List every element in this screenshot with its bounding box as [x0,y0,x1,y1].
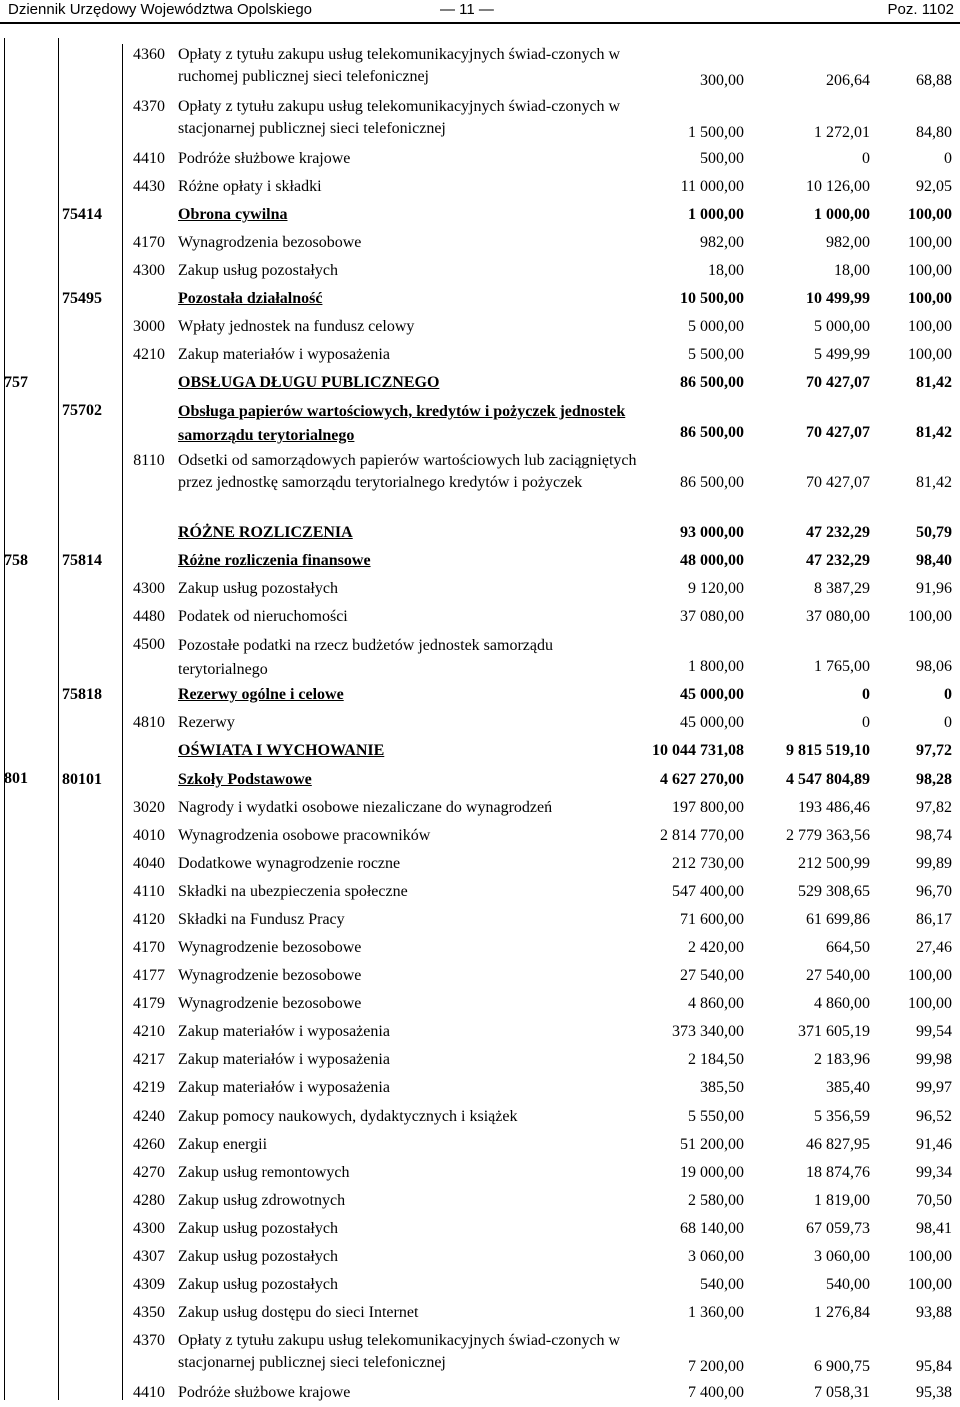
executed-value: 8 387,29 [814,580,870,597]
paragraph-code: 4240 [133,1108,165,1125]
paragraph-code: 4120 [133,911,165,928]
item-name: Obrona cywilna [178,206,288,223]
percent-value: 0 [944,150,952,167]
item-name: RÓŻNE ROZLICZENIA [178,524,353,541]
plan-value: 71 600,00 [680,911,744,928]
plan-value: 86 500,00 [680,424,744,441]
executed-value: 371 605,19 [798,1023,870,1040]
executed-value: 212 500,99 [798,855,870,872]
percent-value: 81,42 [916,424,952,441]
paragraph-code: 8110 [133,452,165,469]
plan-value: 86 500,00 [680,474,744,491]
page-number: — 11 — [440,1,494,18]
percent-value: 0 [944,714,952,731]
item-name: Rezerwy ogólne i celowe [178,686,344,703]
item-name: Składki na Fundusz Pracy [178,911,345,928]
plan-value: 68 140,00 [680,1220,744,1237]
plan-value: 7 200,00 [688,1358,744,1375]
item-name: Wynagrodzenie bezosobowe [178,939,362,956]
plan-value: 51 200,00 [680,1136,744,1153]
executed-value: 1 819,00 [814,1192,870,1209]
plan-value: 5 550,00 [688,1108,744,1125]
plan-value: 19 000,00 [680,1164,744,1181]
percent-value: 99,89 [916,855,952,872]
executed-value: 61 699,86 [806,911,870,928]
item-name: Zakup usług pozostałych [178,1220,338,1237]
executed-value: 529 308,65 [798,883,870,900]
paragraph-code: 4480 [133,608,165,625]
percent-value: 97,72 [916,742,952,759]
executed-value: 0 [862,686,870,703]
executed-value: 2 183,96 [814,1051,870,1068]
percent-value: 93,88 [916,1304,952,1321]
paragraph-code: 4500 [133,636,165,653]
percent-value: 91,46 [916,1136,952,1153]
item-name: Wynagrodzenia bezosobowe [178,234,362,251]
item-name: Dodatkowe wynagrodzenie roczne [178,855,401,872]
paragraph-code: 4210 [133,346,165,363]
paragraph-code: 4300 [133,1220,165,1237]
percent-value: 98,41 [916,1220,952,1237]
journal-title: Dziennik Urzędowy Województwa Opolskiego [8,1,313,18]
item-name: Opłaty z tytułu zakupu usług telekomunikacyjnych świad-czonych w stacjonarnej publicznej sieci telefonicznej [178,98,621,137]
rozdzial-code: 80101 [62,771,102,788]
paragraph-code: 4270 [133,1164,165,1181]
percent-value: 95,38 [916,1384,952,1401]
paragraph-code: 4300 [133,262,165,279]
plan-value: 48 000,00 [680,552,744,569]
rozdzial-code: 75495 [62,290,102,307]
plan-value: 982,00 [700,234,744,251]
executed-value: 70 427,07 [806,424,870,441]
plan-value: 3 060,00 [688,1248,744,1265]
paragraph-code: 4210 [133,1023,165,1040]
plan-value: 37 080,00 [680,608,744,625]
percent-value: 100,00 [908,608,952,625]
plan-value: 4 860,00 [688,995,744,1012]
rozdzial-code: 75814 [62,552,102,569]
paragraph-code: 4260 [133,1136,165,1153]
item-name: Odsetki od samorządowych papierów wartościowych lub zaciągniętych przez jednostkę samorządu terytorialnego kredytów i pożyczek [178,452,637,491]
item-name: Obsługa papierów wartościowych, kredytów i pożyczek jednostek samorządu terytorialnego [178,403,626,444]
executed-value: 982,00 [826,234,870,251]
rozdzial-code: 75818 [62,686,102,703]
percent-value: 99,34 [916,1164,952,1181]
executed-value: 1 765,00 [814,658,870,675]
item-name: Zakup usług dostępu do sieci Internet [178,1304,419,1321]
item-name: Szkoły Podstawowe [178,771,312,788]
percent-value: 99,54 [916,1023,952,1040]
plan-value: 500,00 [700,150,744,167]
executed-value: 47 232,29 [806,524,870,541]
item-name: Zakup usług remontowych [178,1164,350,1181]
executed-value: 1 276,84 [814,1304,870,1321]
item-name: Rezerwy [178,714,235,731]
paragraph-code: 4309 [133,1276,165,1293]
paragraph-code: 4307 [133,1248,165,1265]
item-name: Wpłaty jednostek na fundusz celowy [178,318,415,335]
paragraph-code: 4410 [133,1384,165,1401]
plan-value: 2 420,00 [688,939,744,956]
paragraph-code: 3020 [133,799,165,816]
executed-value: 5 000,00 [814,318,870,335]
paragraph-code: 4217 [133,1051,165,1068]
percent-value: 97,82 [916,799,952,816]
percent-value: 100,00 [908,346,952,363]
plan-value: 197 800,00 [672,799,744,816]
plan-value: 7 400,00 [688,1384,744,1401]
percent-value: 81,42 [916,374,952,391]
executed-value: 4 547 804,89 [786,771,870,788]
executed-value: 18,00 [834,262,870,279]
executed-value: 664,50 [826,939,870,956]
percent-value: 100,00 [908,1248,952,1265]
percent-value: 98,40 [916,552,952,569]
paragraph-code: 4370 [133,98,165,115]
plan-value: 11 000,00 [680,178,744,195]
item-name: Podatek od nieruchomości [178,608,348,625]
paragraph-code: 4430 [133,178,165,195]
item-name: OŚWIATA I WYCHOWANIE [178,742,385,759]
plan-value: 5 000,00 [688,318,744,335]
executed-value: 10 126,00 [806,178,870,195]
rozdzial-code: 75702 [62,402,102,419]
percent-value: 95,84 [916,1358,952,1375]
paragraph-code: 4810 [133,714,165,731]
percent-value: 100,00 [908,1276,952,1293]
percent-value: 100,00 [908,234,952,251]
plan-value: 2 580,00 [688,1192,744,1209]
item-name: Opłaty z tytułu zakupu usług telekomunikacyjnych świad-czonych w stacjonarnej publicznej sieci telefonicznej [178,1332,621,1371]
item-name: Zakup energii [178,1136,268,1153]
executed-value: 4 860,00 [814,995,870,1012]
plan-value: 10 500,00 [680,290,744,307]
item-name: Wynagrodzenia osobowe pracowników [178,827,431,844]
plan-value: 540,00 [700,1276,744,1293]
plan-value: 4 627 270,00 [660,771,744,788]
plan-value: 373 340,00 [672,1023,744,1040]
plan-value: 10 044 731,08 [652,742,744,759]
plan-value: 27 540,00 [680,967,744,984]
executed-value: 385,40 [826,1079,870,1096]
plan-value: 212 730,00 [672,855,744,872]
paragraph-code: 4170 [133,234,165,251]
executed-value: 47 232,29 [806,552,870,569]
dzial-code: 758 [4,552,28,569]
column-divider [58,38,59,1400]
percent-value: 50,79 [916,524,952,541]
executed-value: 9 815 519,10 [786,742,870,759]
executed-value: 6 900,75 [814,1358,870,1375]
plan-value: 385,50 [700,1079,744,1096]
item-name: Zakup usług pozostałych [178,262,338,279]
executed-value: 46 827,95 [806,1136,870,1153]
plan-value: 1 000,00 [688,206,744,223]
executed-value: 1 272,01 [814,124,870,141]
plan-value: 9 120,00 [688,580,744,597]
percent-value: 100,00 [908,262,952,279]
percent-value: 99,98 [916,1051,952,1068]
item-name: Wynagrodzenie bezosobowe [178,967,362,984]
percent-value: 100,00 [908,967,952,984]
paragraph-code: 4179 [133,995,165,1012]
item-name: OBSŁUGA DŁUGU PUBLICZNEGO [178,374,440,391]
executed-value: 540,00 [826,1276,870,1293]
item-name: Opłaty z tytułu zakupu usług telekomunikacyjnych świad-czonych w ruchomej publicznej sieci telefonicznej [178,46,621,85]
item-name: Zakup materiałów i wyposażenia [178,346,390,363]
executed-value: 193 486,46 [798,799,870,816]
percent-value: 98,28 [916,771,952,788]
executed-value: 37 080,00 [806,608,870,625]
executed-value: 18 874,76 [806,1164,870,1181]
percent-value: 84,80 [916,124,952,141]
executed-value: 5 499,99 [814,346,870,363]
item-name: Składki na ubezpieczenia społeczne [178,883,408,900]
column-divider [4,38,5,1400]
percent-value: 100,00 [908,995,952,1012]
percent-value: 96,70 [916,883,952,900]
paragraph-code: 4010 [133,827,165,844]
paragraph-code: 4110 [133,883,165,900]
executed-value: 1 000,00 [814,206,870,223]
paragraph-code: 4360 [133,46,165,63]
paragraph-code: 4350 [133,1304,165,1321]
percent-value: 70,50 [916,1192,952,1209]
item-name: Różne rozliczenia finansowe [178,552,371,569]
plan-value: 86 500,00 [680,374,744,391]
executed-value: 3 060,00 [814,1248,870,1265]
paragraph-code: 4040 [133,855,165,872]
item-name: Zakup materiałów i wyposażenia [178,1079,390,1096]
executed-value: 5 356,59 [814,1108,870,1125]
percent-value: 100,00 [908,290,952,307]
item-name: Zakup usług pozostałych [178,580,338,597]
percent-value: 91,96 [916,580,952,597]
executed-value: 67 059,73 [806,1220,870,1237]
position-number: Poz. 1102 [887,1,954,18]
executed-value: 7 058,31 [814,1384,870,1401]
paragraph-code: 4280 [133,1192,165,1209]
item-name: Pozostałe podatki na rzecz budżetów jednostek samorządu terytorialnego [178,637,553,678]
executed-value: 10 499,99 [806,290,870,307]
rozdzial-code: 75414 [62,206,102,223]
plan-value: 93 000,00 [680,524,744,541]
item-name: Zakup materiałów i wyposażenia [178,1023,390,1040]
percent-value: 92,05 [916,178,952,195]
percent-value: 100,00 [908,206,952,223]
executed-value: 70 427,07 [806,374,870,391]
percent-value: 96,52 [916,1108,952,1125]
paragraph-code: 4177 [133,967,165,984]
percent-value: 0 [944,686,952,703]
percent-value: 98,06 [916,658,952,675]
percent-value: 86,17 [916,911,952,928]
plan-value: 45 000,00 [680,714,744,731]
executed-value: 70 427,07 [806,474,870,491]
item-name: Podróże służbowe krajowe [178,1384,351,1401]
column-divider [122,44,123,1400]
paragraph-code: 4370 [133,1332,165,1349]
executed-value: 27 540,00 [806,967,870,984]
paragraph-code: 4300 [133,580,165,597]
percent-value: 98,74 [916,827,952,844]
executed-value: 0 [862,714,870,731]
item-name: Zakup usług pozostałych [178,1276,338,1293]
executed-value: 2 779 363,56 [786,827,870,844]
percent-value: 68,88 [916,72,952,89]
item-name: Zakup pomocy naukowych, dydaktycznych i książek [178,1108,518,1125]
item-name: Nagrody i wydatki osobowe niezaliczane do wynagrodzeń [178,799,553,816]
page-header [0,0,960,24]
item-name: Wynagrodzenie bezosobowe [178,995,362,1012]
item-name: Podróże służbowe krajowe [178,150,351,167]
plan-value: 1 500,00 [688,124,744,141]
percent-value: 99,97 [916,1079,952,1096]
plan-value: 2 814 770,00 [660,827,744,844]
executed-value: 206,64 [826,72,870,89]
plan-value: 1 360,00 [688,1304,744,1321]
percent-value: 100,00 [908,318,952,335]
paragraph-code: 4219 [133,1079,165,1096]
item-name: Zakup usług zdrowotnych [178,1192,346,1209]
item-name: Zakup materiałów i wyposażenia [178,1051,390,1068]
plan-value: 2 184,50 [688,1051,744,1068]
plan-value: 45 000,00 [680,686,744,703]
item-name: Różne opłaty i składki [178,178,322,195]
plan-value: 300,00 [700,72,744,89]
plan-value: 547 400,00 [672,883,744,900]
paragraph-code: 4170 [133,939,165,956]
item-name: Zakup usług pozostałych [178,1248,338,1265]
dzial-code: 757 [4,374,28,391]
plan-value: 5 500,00 [688,346,744,363]
executed-value: 0 [862,150,870,167]
percent-value: 27,46 [916,939,952,956]
item-name: Pozostała działalność [178,290,323,307]
dzial-code: 801 [4,770,28,787]
plan-value: 1 800,00 [688,658,744,675]
percent-value: 81,42 [916,474,952,491]
plan-value: 18,00 [708,262,744,279]
paragraph-code: 4410 [133,150,165,167]
paragraph-code: 3000 [133,318,165,335]
